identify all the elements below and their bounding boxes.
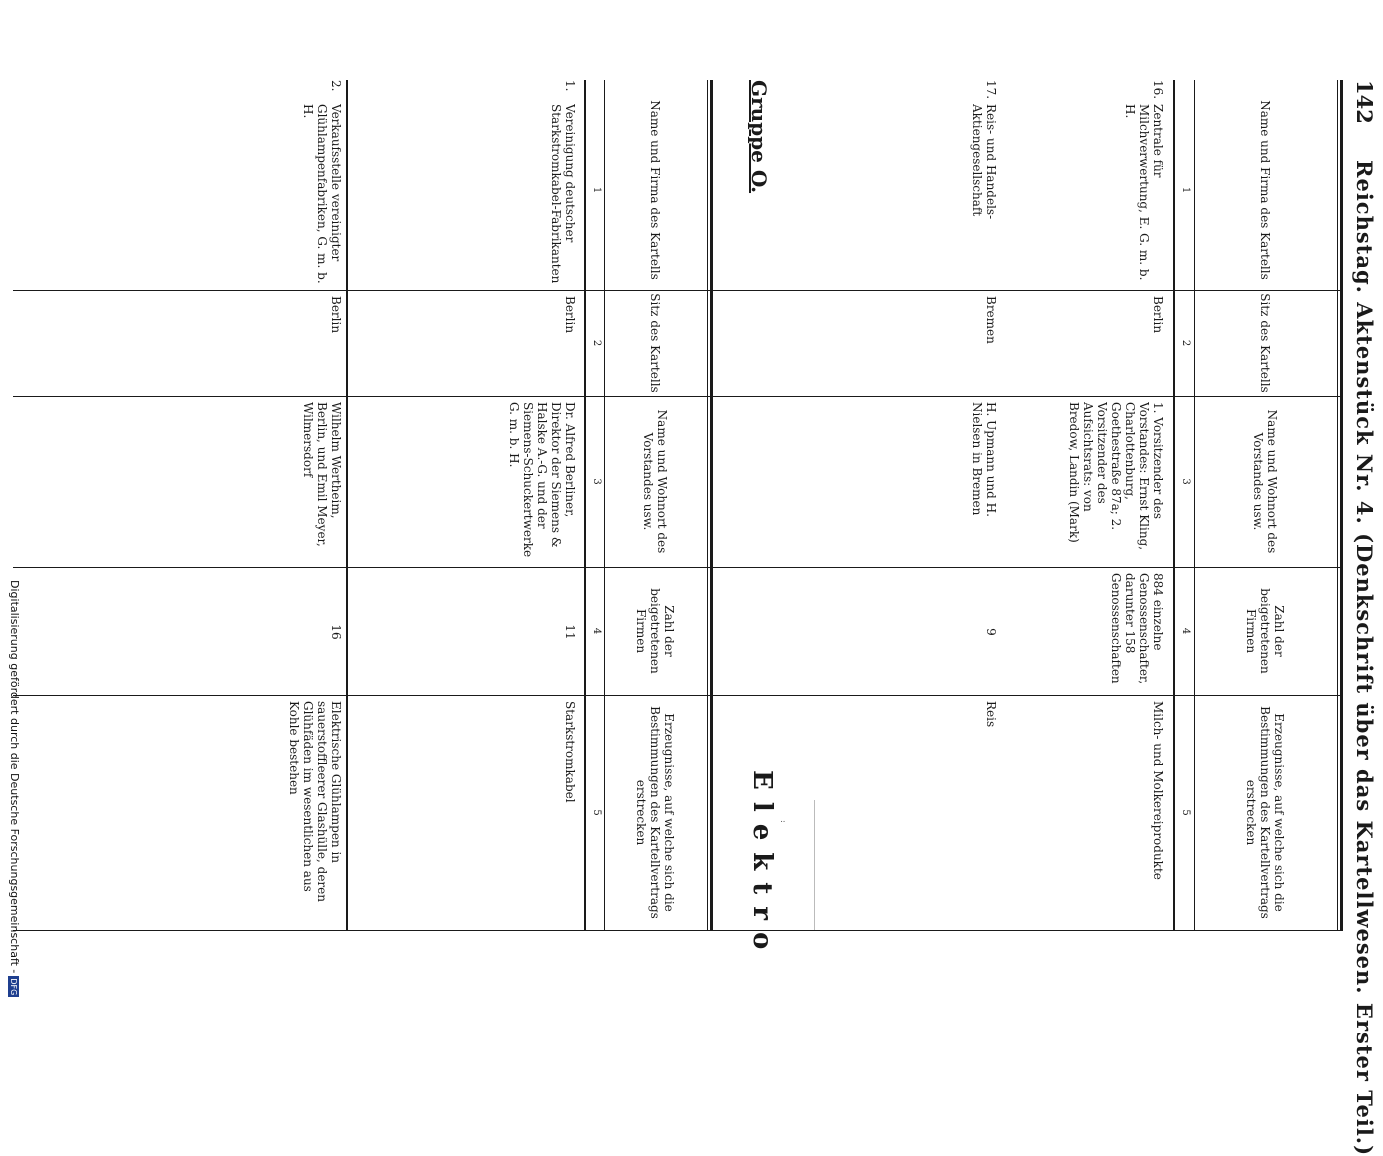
- header-rule: [604, 80, 605, 930]
- cartel-member-count: 11: [563, 624, 577, 640]
- column-number: 3: [1180, 478, 1191, 485]
- cartel-products: Milch- und Molkereiprodukte: [1151, 701, 1165, 880]
- cartel-name: Zentrale für Milchverwertung, E. G. m. b. H.: [1123, 104, 1165, 281]
- funding-footer: [8, 580, 21, 997]
- cartel-vorstand: 1. Vorsitzender des Vorstandes: Ernst Kling, Charlottenburg, Goethestraße 87a; 2. Vorsitzender des Aufsichtsrats: von Bredow, Landin (Mark): [1067, 402, 1165, 551]
- column-number: 2: [591, 339, 602, 347]
- footer-text: Digitalisierung gefördert durch die Deutsche Forschungsgemeinschaft -: [8, 580, 21, 974]
- cartel-member-count: 884 einzelne Genossenschafter, darunter 158 Genossenschaften: [1109, 573, 1165, 685]
- column-number: 2: [1180, 339, 1191, 347]
- cartel-vorstand: Wilhelm Wertheim, Berlin, und Emil Meyer, Wilmersdorf: [301, 402, 343, 547]
- header-vorstand: Name und Wohnort des Vorstandes usw.: [1251, 409, 1279, 554]
- table-top-rule: [710, 80, 713, 930]
- cartel-member-count: 16: [329, 624, 343, 640]
- cartel-vorstand: Dr. Alfred Berliner, Direktor der Siemens & Halske A.-G. und der Siemens-Schuckertwerke G. m. b. H.: [507, 402, 577, 558]
- faint-rule: [814, 800, 815, 930]
- header-bottom-rule: [1173, 80, 1175, 930]
- cartel-products: Reis: [984, 701, 998, 728]
- column-number: 1: [1180, 186, 1191, 194]
- header-name-firma: Name und Firma des Kartells: [1258, 100, 1272, 280]
- header-bottom-rule: [584, 80, 586, 930]
- table-top-rule-thin: [1337, 80, 1338, 930]
- col-separator: [13, 930, 713, 931]
- cartel-products: Starkstromkabel: [563, 701, 577, 803]
- col-separator: [13, 396, 713, 397]
- column-number: 4: [1180, 627, 1191, 635]
- row-number: 2.: [329, 80, 343, 92]
- cartel-sitz: Bremen: [984, 296, 998, 344]
- header-zahl: Zahl der beigetretenen Firmen: [1244, 588, 1286, 674]
- running-header: [1343, 80, 1379, 1156]
- cartel-name: Verkaufsstelle vereinigter Glühlampenfabriken, G. m. b. H.: [301, 104, 343, 284]
- row-number: 1.: [563, 80, 577, 92]
- margin-mark: :: [779, 820, 788, 823]
- header-erzeugnisse: Erzeugnisse, auf welche sich die Bestimmungen des Kartellvertrags erstrecken: [634, 706, 676, 919]
- dfg-logo-icon: DFG: [9, 978, 18, 996]
- cartel-sitz: Berlin: [563, 296, 577, 334]
- cartel-sitz: Berlin: [1151, 296, 1165, 334]
- col-separator: [13, 567, 713, 568]
- header-zahl: Zahl der beigetretenen Firmen: [634, 588, 676, 674]
- table-top-rule-thin: [707, 80, 708, 930]
- row-rule: [346, 80, 348, 930]
- cartel-name: Vereinigung deutscher Starkstromkabel-Fabrikanten: [549, 104, 577, 284]
- header-rule: [1194, 80, 1195, 930]
- group-heading: Gruppe O.: [747, 80, 771, 194]
- row-number: 16.: [1151, 80, 1165, 100]
- page-number: 142: [1352, 80, 1377, 124]
- column-number: 5: [1180, 809, 1191, 816]
- cartel-vorstand: H. Upmann und H. Nielsen in Bremen: [970, 402, 998, 517]
- header-erzeugnisse: Erzeugnisse, auf welche sich die Bestimmungen des Kartellvertrags erstrecken: [1244, 706, 1286, 919]
- column-number: 3: [591, 478, 602, 485]
- page-title: Reichstag. Aktenstück Nr. 4. (Denkschrift über das Kartellwesen. Erster Teil.): [1352, 160, 1377, 1156]
- header-vorstand: Name und Wohnort des Vorstandes usw.: [641, 409, 669, 554]
- cartel-sitz: Berlin: [329, 296, 343, 334]
- table-top-rule: [1340, 80, 1343, 930]
- cartel-products: Elektrische Glühlampen in sauerstoffleerer Glashülle, deren Glühfäden im wesentlichen aus Kohle bestehen: [287, 701, 343, 902]
- column-number: 5: [591, 809, 602, 816]
- col-separator: [13, 695, 713, 696]
- header-sitz: Sitz des Kartells: [1258, 293, 1272, 393]
- column-number: 4: [591, 627, 602, 635]
- col-separator: [13, 290, 713, 291]
- column-number: 1: [591, 186, 602, 194]
- header-sitz: Sitz des Kartells: [648, 293, 662, 393]
- cartel-member-count: 9: [984, 628, 998, 636]
- row-number: 17.: [984, 80, 998, 100]
- section-title: Elektro: [747, 770, 777, 962]
- header-name-firma: Name und Firma des Kartells: [648, 100, 662, 280]
- cartel-name: Reis- und Handels-Aktiengesellschaft: [970, 104, 998, 220]
